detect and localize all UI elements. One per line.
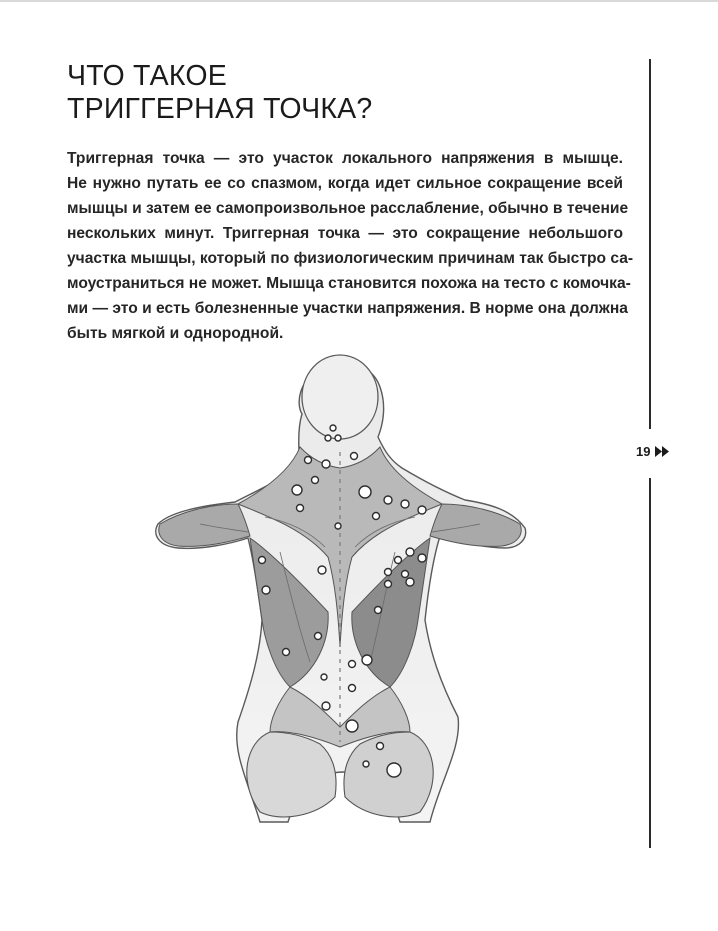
trigger-point bbox=[384, 496, 392, 504]
body-line: быть мягкой и однородной. bbox=[67, 325, 284, 342]
page-title bbox=[67, 60, 487, 126]
double-chevron-right-icon bbox=[655, 446, 669, 457]
body-line: мышцы и затем ее самопроизвольное расслабление, обычно в течение bbox=[67, 200, 629, 217]
trigger-point bbox=[349, 661, 356, 668]
body-paragraph bbox=[67, 146, 634, 346]
trigger-point bbox=[305, 457, 312, 464]
page-number-marker[interactable] bbox=[636, 442, 669, 460]
trigger-point bbox=[373, 513, 380, 520]
trigger-point bbox=[292, 485, 302, 495]
trigger-point bbox=[322, 460, 330, 468]
trigger-point bbox=[351, 453, 358, 460]
margin-rule-top bbox=[649, 59, 651, 429]
trigger-point bbox=[406, 578, 414, 586]
head bbox=[302, 355, 378, 439]
page-number: 19 bbox=[636, 443, 651, 459]
trigger-point bbox=[406, 548, 414, 556]
trigger-point bbox=[335, 435, 341, 441]
trigger-point bbox=[262, 586, 270, 594]
page-top-edge bbox=[0, 0, 718, 2]
trigger-point bbox=[418, 506, 426, 514]
trigger-point bbox=[377, 743, 384, 750]
margin-rule-bottom bbox=[649, 478, 651, 848]
trigger-point bbox=[325, 435, 331, 441]
body-line: Триггерная точка — это участок локального напряжения в мышце. bbox=[67, 150, 623, 167]
trigger-point bbox=[322, 702, 330, 710]
trigger-point bbox=[297, 505, 304, 512]
trigger-point bbox=[283, 649, 290, 656]
trigger-point bbox=[330, 425, 336, 431]
body-line: моустраниться не может. Мышца становится похожа на тесто с комочка- bbox=[67, 275, 631, 292]
body-line: Не нужно путать ее со спазмом, когда идет сильное сокращение всей bbox=[67, 175, 623, 192]
trigger-point bbox=[349, 685, 356, 692]
trigger-point bbox=[387, 763, 401, 777]
trigger-point bbox=[259, 557, 266, 564]
trigger-point bbox=[375, 607, 382, 614]
title-line-1: ЧТО ТАКОЕ bbox=[67, 60, 227, 92]
trigger-point bbox=[401, 500, 409, 508]
trigger-point bbox=[385, 581, 392, 588]
trigger-point bbox=[346, 720, 358, 732]
trigger-point bbox=[321, 674, 327, 680]
trigger-point bbox=[315, 633, 322, 640]
back-muscles-trigger-points-illustration bbox=[140, 352, 540, 852]
trigger-point bbox=[318, 566, 326, 574]
trigger-point bbox=[402, 571, 409, 578]
trigger-point bbox=[335, 523, 341, 529]
trigger-point bbox=[312, 477, 319, 484]
body-line: участка мышцы, который по физиологическим причинам так быстро са- bbox=[67, 250, 634, 267]
title-line-2: ТРИГГЕРНАЯ ТОЧКА? bbox=[67, 93, 373, 125]
trigger-point bbox=[395, 557, 402, 564]
trigger-point bbox=[363, 761, 369, 767]
body-line: ми — это и есть болезненные участки напряжения. В норме она должна bbox=[67, 300, 628, 317]
body-line: нескольких минут. Триггерная точка — это сокращение небольшого bbox=[67, 225, 623, 242]
trigger-point bbox=[359, 486, 371, 498]
trigger-point bbox=[385, 569, 392, 576]
trigger-point bbox=[362, 655, 372, 665]
trigger-point bbox=[418, 554, 426, 562]
